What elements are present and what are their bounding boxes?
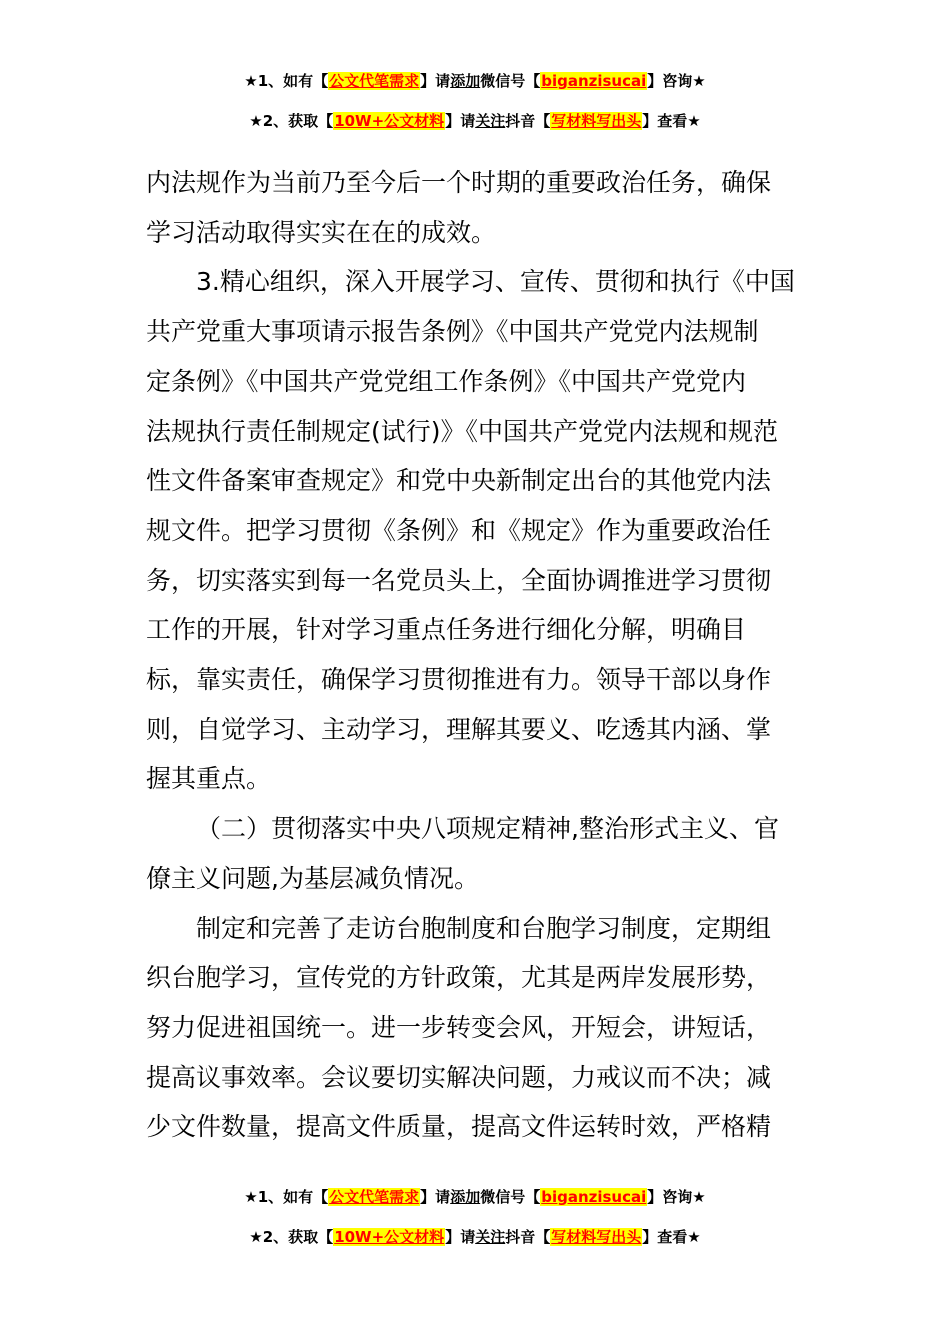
text-line: 制定和完善了走访台胞制度和台胞学习制度，定期组 <box>196 913 772 943</box>
text-line: （二）贯彻落实中央八项规定精神,整治形式主义、官 <box>196 814 779 844</box>
text-line: 学习活动取得实实在在的成效。 <box>146 217 497 247</box>
banner-text: 】请 <box>445 112 476 130</box>
banner-highlight: 写材料写出头 <box>551 112 642 130</box>
document-body <box>146 158 818 1152</box>
text-line: 定条例》《中国共产党党组工作条例》《中国共产党党内 <box>146 366 747 396</box>
text-line: 内法规作为当前乃至今后一个时期的重要政治任务，确保 <box>146 168 772 197</box>
banner-text: 微信号【 <box>480 1188 541 1206</box>
text-line: 3.精心组织，深入开展学习、宣传、贯彻和执行《中国 <box>196 267 795 297</box>
banner-text: 微信号【 <box>480 72 541 90</box>
banner-text: 抖音【 <box>505 1228 551 1246</box>
banner-highlight: biganzisucai <box>541 1188 647 1206</box>
banner-underline: 关注 <box>475 112 506 130</box>
banner-text: 】请 <box>420 1188 451 1206</box>
banner-text: 抖音【 <box>505 112 551 130</box>
header-banner-line-1 <box>0 70 950 92</box>
banner-text: 】请 <box>445 1228 476 1246</box>
text-line: 少文件数量，提高文件质量，提高文件运转时效，严格精 <box>146 1112 772 1142</box>
banner-text: ★1、如有【 <box>244 1188 329 1206</box>
text-line: 提高议事效率。会议要切实解决问题，力戒议而不决；减 <box>146 1062 772 1092</box>
banner-text: 】咨询★ <box>647 72 706 90</box>
banner-text: 】查看★ <box>642 1228 701 1246</box>
text-line: 法规执行责任制规定(试行)》《中国共产党党内法规和规范 <box>146 416 779 446</box>
text-line: 规文件。把学习贯彻《条例》和《规定》作为重要政治任 <box>146 515 772 545</box>
footer-banner-line-2 <box>0 1226 950 1248</box>
text-line: 性文件备案审查规定》和党中央新制定出台的其他党内法 <box>146 466 772 496</box>
banner-highlight: biganzisucai <box>541 72 647 90</box>
banner-text: 】查看★ <box>642 112 701 130</box>
footer-banner-line-1 <box>0 1186 950 1208</box>
banner-underline: 添加 <box>450 1188 481 1206</box>
banner-highlight: 公文代笔需求 <box>329 1188 420 1206</box>
banner-underline: 添加 <box>450 72 481 90</box>
banner-text: ★2、获取【 <box>249 1228 334 1246</box>
banner-text: 】请 <box>420 72 451 90</box>
banner-highlight: 写材料写出头 <box>551 1228 642 1246</box>
text-line: 工作的开展，针对学习重点任务进行细化分解，明确目 <box>146 615 747 645</box>
banner-text: 】咨询★ <box>647 1188 706 1206</box>
text-line: 僚主义问题,为基层减负情况。 <box>146 863 479 893</box>
text-line: 共产党重大事项请示报告条例》《中国共产党党内法规制 <box>146 317 759 347</box>
text-line: 务，切实落实到每一名党员头上，全面协调推进学习贯彻 <box>146 565 772 595</box>
banner-highlight: 公文代笔需求 <box>329 72 420 90</box>
text-line: 标，靠实责任，确保学习贯彻推进有力。领导干部以身作 <box>146 665 772 695</box>
banner-text: ★2、获取【 <box>249 112 334 130</box>
banner-underline: 关注 <box>475 1228 506 1246</box>
banner-highlight: 10W+公文材料 <box>334 1228 445 1246</box>
banner-text: ★1、如有【 <box>244 72 329 90</box>
banner-highlight: 10W+公文材料 <box>334 112 445 130</box>
text-line: 织台胞学习，宣传党的方针政策，尤其是两岸发展形势， <box>146 963 772 993</box>
text-line: 则，自觉学习、主动学习，理解其要义、吃透其内涵、掌 <box>146 714 772 744</box>
header-banner-line-2 <box>0 110 950 132</box>
text-line: 努力促进祖国统一。进一步转变会风，开短会，讲短话， <box>146 1012 772 1042</box>
text-line: 握其重点。 <box>146 764 272 794</box>
